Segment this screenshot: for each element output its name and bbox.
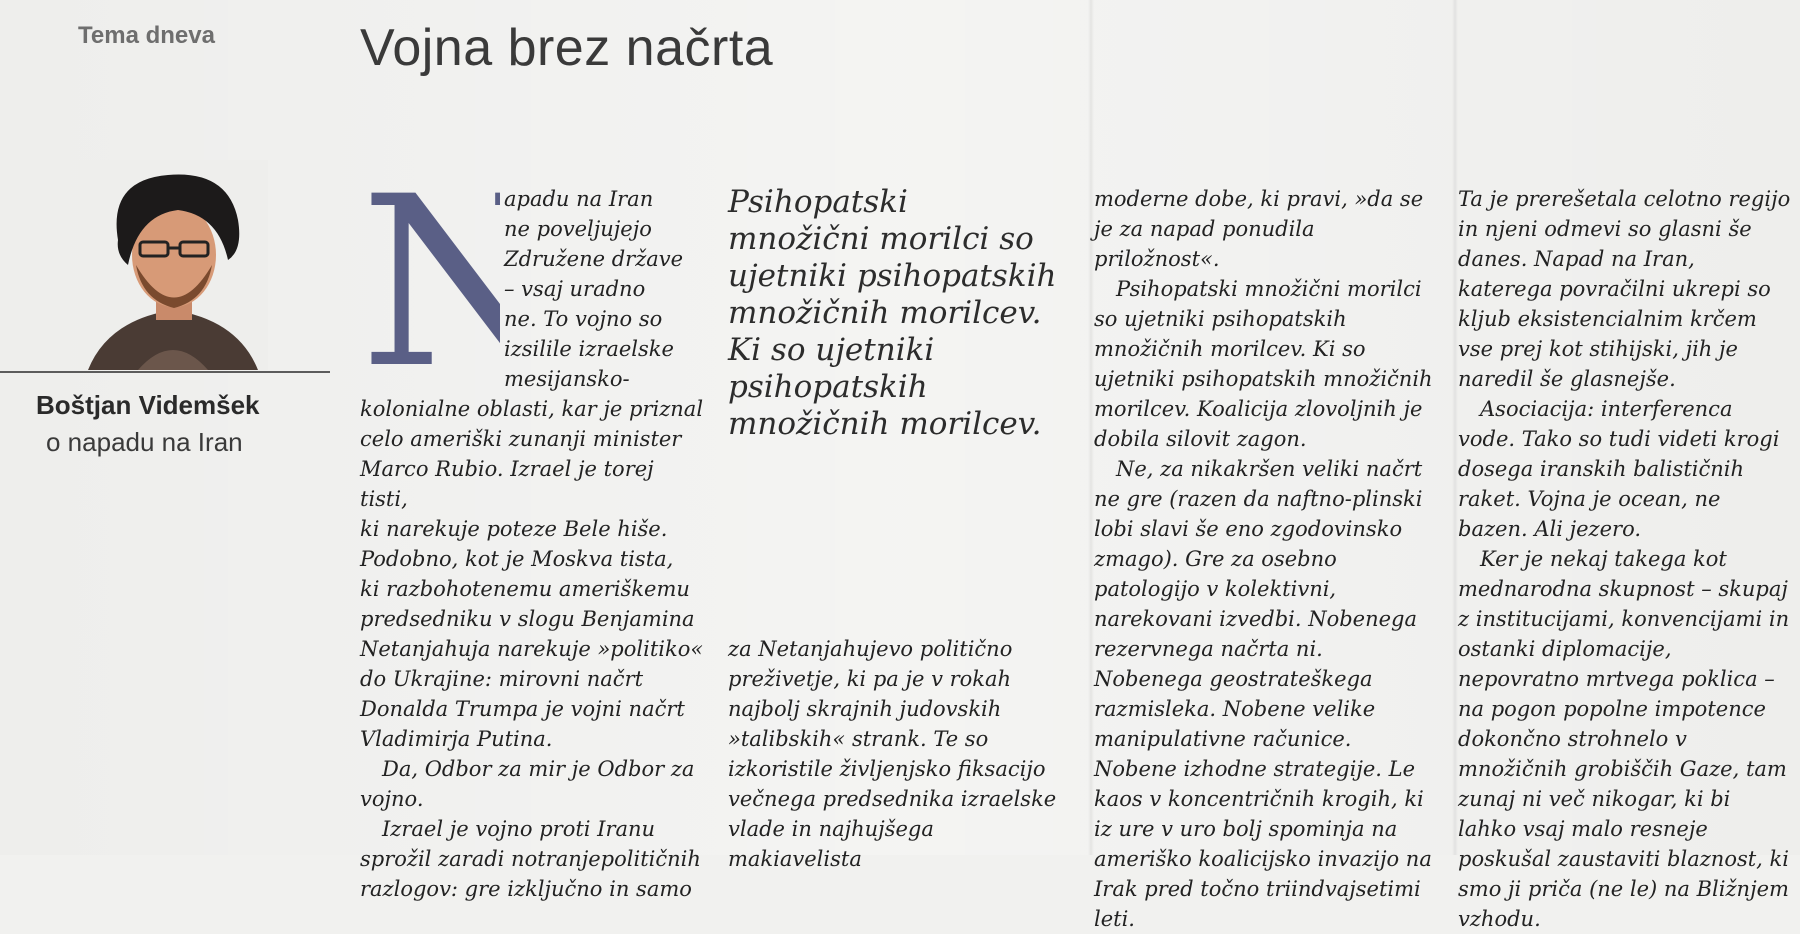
article-column-1 bbox=[360, 394, 705, 904]
headline: Vojna brez načrta bbox=[360, 19, 774, 77]
text-line: ne. To vojno so bbox=[504, 307, 663, 331]
paragraph: Ker je nekaj takega kot mednarodna skupnost – skupaj z institucijami, konvencijami in ostanki diplomacije, nepovratno mrtvega poklica – na pogon popolne impotence dokončno strohnelo v množičnih grobiščih Gaze, tam zunaj ni več nikogar, ki bi lahko vsaj malo resneje poskušal zaustaviti blaznost, ki smo ji priča (ne le) na Bližnjem vzhodu. bbox=[1458, 547, 1790, 931]
text-line: celo ameriški zunanji minister bbox=[360, 427, 682, 451]
text-line: do Ukrajine: mirovni načrt bbox=[360, 667, 644, 691]
drop-cap-letter: N bbox=[360, 184, 500, 374]
drop-cap bbox=[360, 184, 500, 374]
text-line: ki narekuje poteze Bele hiše. bbox=[360, 517, 668, 541]
paragraph: Asociacija: interferenca vode. Tako so tudi videti krogi dosega iranskih balističnih raket. Vojna je ocean, ne bazen. Ali jezero. bbox=[1458, 397, 1780, 541]
article-column-4 bbox=[1458, 184, 1793, 934]
text-line: Netanjahuja narekuje »politiko« bbox=[360, 637, 704, 661]
text-line: apadu na Iran bbox=[504, 187, 654, 211]
author-divider bbox=[0, 371, 330, 373]
paragraph: Ta je prerešetala celotno regijo in njeni odmevi so glasni še danes. Napad na Iran, katerega povračilni ukrepi so kljub eksistencialnim krčem vse prej kot stihijski, jih je naredil še glasnejše. bbox=[1458, 187, 1791, 391]
section-label: Tema dneva bbox=[78, 22, 215, 49]
text-line: predsedniku v slogu Benjamina bbox=[360, 607, 695, 631]
pull-quote: Psihopatski množični morilci so ujetniki psihopatskih množičnih morilcev. Ki so ujetniki psihopatskih množičnih morilcev. bbox=[728, 184, 1057, 442]
paragraph: Ne, za nikakršen veliki načrt ne gre (razen da naftno-plinski lobi slavi še eno zgodovinsko zmago). Gre za osebno patologijo v kolektivni, narekovani izvedbi. Nobenega rezervnega načrta ni. Nobenega geostrateškega razmisleka. Nobene velike manipulativne računice. Nobene izhodne strategije. Le kaos v koncentričnih krogih, ki iz ure v uro bolj spominja na ameriško koalicijsko invazijo na Irak pred točno triindvajsetimi leti. bbox=[1094, 457, 1432, 931]
bleed-through-text bbox=[1330, 10, 1800, 150]
text-line: Marco Rubio. Izrael je torej tisti, bbox=[360, 457, 654, 511]
paragraph: Da, Odbor za mir je Odbor za vojno. bbox=[360, 757, 695, 811]
text-line: Združene države bbox=[504, 247, 684, 271]
text-line: Donalda Trumpa je vojni načrt bbox=[360, 697, 685, 721]
text-line: – vsaj uradno bbox=[504, 277, 646, 301]
author-subtitle: o napadu na Iran bbox=[46, 427, 243, 457]
text-line: izsilile izraelske bbox=[504, 337, 674, 361]
paragraph: Psihopatski množični morilci so ujetniki psihopatskih množičnih morilcev. Ki so ujetniki psihopatskih množičnih morilcev. Koalicija zlovoljnih je dobila silovit zagon. bbox=[1094, 277, 1433, 451]
author-name: Boštjan Videmšek bbox=[36, 390, 260, 420]
text-line: Podobno, kot je Moskva tista, bbox=[360, 547, 674, 571]
text-line: kolonialne oblasti, kar je priznal bbox=[360, 397, 704, 421]
article-column-3 bbox=[1094, 184, 1434, 934]
author-photo bbox=[78, 160, 268, 370]
text-line: Vladimirja Putina. bbox=[360, 727, 553, 751]
text-line: ne poveljujejo bbox=[504, 217, 652, 241]
text-line: mesijansko- bbox=[504, 367, 630, 391]
paragraph: moderne dobe, ki pravi, »da se je za napad ponudila priložnost«. bbox=[1094, 187, 1424, 271]
text-line: ki razbohotenemu ameriškemu bbox=[360, 577, 690, 601]
article-column-1-top bbox=[504, 184, 704, 394]
article-column-2 bbox=[728, 634, 1068, 874]
paragraph: Izrael je vojno proti Iranu sprožil zaradi notranjepolitičnih razlogov: gre izključno in samo bbox=[360, 817, 701, 901]
paragraph: za Netanjahujevo politično preživetje, ki pa je v rokah najbolj skrajnih judovskih »talibskih« strank. Te so izkoristile življenjsko fiksacijo večnega predsednika izraelske vlade in najhujšega makiavelista bbox=[728, 637, 1057, 871]
